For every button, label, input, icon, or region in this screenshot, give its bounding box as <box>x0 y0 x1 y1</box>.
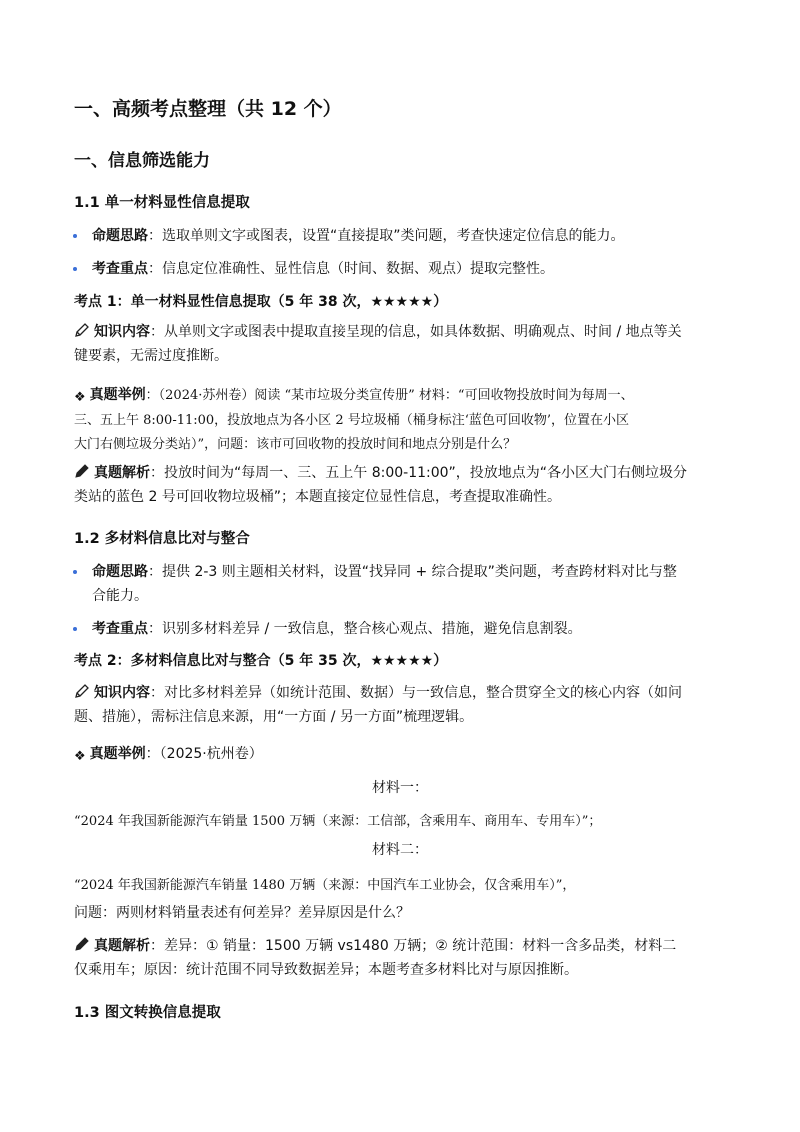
material-text: “2024 年我国新能源汽车销量 1480 万辆（来源：中国汽车工业协会，仅含乘用车）”， <box>74 878 576 893</box>
bullet-text: ：选取单则文字或图表，设置“直接提取”类问题，考查快速定位信息的能力。 <box>148 228 625 244</box>
analysis-text: ：投放时间为“每周一、三、五上午 8:00-11:00”，投放地点为“各小区大门右侧垃圾分 <box>150 465 688 481</box>
subsection-heading-1-2: 1.2 多材料信息比对与整合 <box>74 531 250 547</box>
analysis-label: 真题解析 <box>94 938 150 954</box>
example-label: 真题举例 <box>89 387 146 403</box>
example-text: ：（2024·苏州卷）阅读 “某市垃圾分类宣传册” 材料：“可回收物投放时间为每周一、 <box>145 388 634 403</box>
knowledge-text: ：对比多材料差异（如统计范围、数据）与一致信息，整合贯穿全文的核心内容（如问 <box>150 685 682 701</box>
bullet-item <box>92 617 582 641</box>
example-text: ：（2025·杭州卷） <box>145 746 263 762</box>
bullet-item <box>92 224 625 248</box>
bullet-label: 考查重点 <box>92 621 148 637</box>
subsection-heading-1-3: 1.3 图文转换信息提取 <box>74 1005 221 1021</box>
example-text-cont: 大门右侧垃圾分类站）”，问题：该市可回收物的投放时间和地点分别是什么？ <box>74 437 517 452</box>
bullet-text: ：提供 2-3 则主题相关材料，设置“找异同 + 综合提取”类问题，考查跨材料对比与整 <box>148 564 677 580</box>
bullet-dot <box>73 234 77 238</box>
knowledge-text-cont: 键要素，无需过度推断。 <box>74 348 228 364</box>
question-text: 问题：两则材料销量表述有何差异？差异原因是什么？ <box>74 905 410 921</box>
example-label: 真题举例 <box>89 746 146 762</box>
knowledge-label: 知识内容 <box>94 324 150 340</box>
pencil-icon <box>74 683 90 707</box>
bullet-label: 命题思路 <box>92 228 148 244</box>
material-title: 材料二： <box>372 842 428 858</box>
document-title: 一、高频考点整理（共 12 个） <box>74 98 342 120</box>
analysis <box>74 461 687 487</box>
analysis-text: ：差异：① 销量：1500 万辆 vs1480 万辆；② 统计范围：材料一含多品类，材料二 <box>150 938 677 954</box>
analysis-text-cont: 仅乘用车；原因：统计范围不同导致数据差异；本题考查多材料比对与原因推断。 <box>74 962 578 978</box>
bullet-text: ：识别多材料差异 / 一致信息，整合核心观点、措施，避免信息割裂。 <box>148 621 582 637</box>
analysis-text-cont: 类站的蓝色 2 号可回收物垃圾桶”；本题直接定位显性信息，考查提取准确性。 <box>74 489 562 505</box>
bullet-item <box>92 560 677 584</box>
pencil-icon <box>74 936 90 960</box>
knowledge-label: 知识内容 <box>94 685 150 701</box>
diamond-icon: ❖ <box>74 749 86 764</box>
subsection-heading-1-1: 1.1 单一材料显性信息提取 <box>74 195 250 211</box>
example <box>74 383 634 410</box>
example-text-cont: 三、五上午 8:00-11:00，投放地点为各小区 2 号垃圾桶（桶身标注‘蓝色可回收物’，位置在小区 <box>74 413 629 428</box>
bullet-dot <box>73 267 77 271</box>
bullet-text: ：信息定位准确性、显性信息（时间、数据、观点）提取完整性。 <box>148 261 554 277</box>
pencil-icon <box>74 463 90 487</box>
kaodian-heading: 考点 1：单一材料显性信息提取（5 年 38 次，★★★★★） <box>74 294 448 310</box>
knowledge-content <box>74 320 682 346</box>
diamond-icon: ❖ <box>74 390 86 405</box>
bullet-item <box>92 257 554 281</box>
bullet-label: 命题思路 <box>92 564 148 580</box>
material-title: 材料一： <box>372 780 428 796</box>
pencil-icon <box>74 322 90 346</box>
knowledge-content <box>74 681 682 707</box>
knowledge-text-cont: 题、措施），需标注信息来源，用“一方面 / 另一方面”梳理逻辑。 <box>74 709 474 725</box>
bullet-text-cont: 合能力。 <box>92 588 148 604</box>
example <box>74 742 263 769</box>
bullet-label: 考查重点 <box>92 261 148 277</box>
bullet-dot <box>73 627 77 631</box>
material-text: “2024 年我国新能源汽车销量 1500 万辆（来源：工信部，含乘用车、商用车、专用车）”； <box>74 814 602 829</box>
section-heading: 一、信息筛选能力 <box>74 151 210 171</box>
analysis-label: 真题解析 <box>94 465 150 481</box>
bullet-dot <box>73 570 77 574</box>
kaodian-heading: 考点 2：多材料信息比对与整合（5 年 35 次，★★★★★） <box>74 653 448 669</box>
knowledge-text: ：从单则文字或图表中提取直接呈现的信息，如具体数据、明确观点、时间 / 地点等关 <box>150 324 682 340</box>
analysis <box>74 934 676 960</box>
